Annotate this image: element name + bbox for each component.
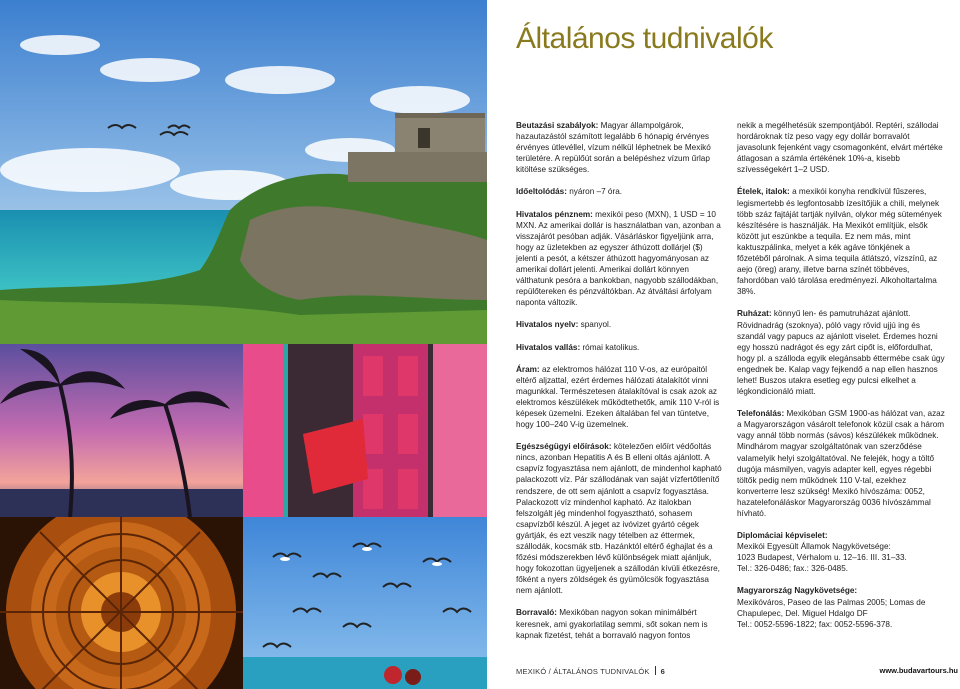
footer-section: MEXIKÓ / ÁLTALÁNOS TUDNIVALÓK [516, 667, 650, 676]
clothing-text: könnyű len- és pamutruházat ajánlott. Rövidnadrág (szoknya), póló vagy rövid ujjú ing és szandál vagy papucs az ajánlott viselet. Érdemes hozni egy hosszú nadrágot és egy zárt cipőt is, előfordulhat, hogy pl. a szálloda egyik elegánsabb éttermébe csak úgy engednek be. Kalap vagy fejkendő a nap ellen hasznos lehet! Buszos utakra esetleg egy pulcsi elkelhet a légkondicionáló miatt. [737, 309, 945, 397]
health-rules [516, 441, 724, 596]
time-difference-label: Időeltolódás: [516, 187, 567, 197]
palm-sunset-photo [0, 344, 243, 517]
colorful-door-photo [243, 344, 487, 517]
tipping-label: Borravaló: [516, 608, 557, 618]
page-title: Általános tudnivalók [516, 22, 773, 55]
text-column-1 [516, 120, 724, 652]
food-drinks-text: a mexikói konyha rendkívül fűszeres, legismertebb és legfontosabb ízesítőjük a chili, melynek több száz fajtáját tartják nyilván, olykor még sütemények készítésére is használják. Ha Mexikót említjük, elsők között jut eszünkbe a tequila. Ez nem más, mint kaktuszpálinka, melyet a kék agáve tönkjének a főzetéből párolnak. A sima tequila átlátszó, vízszínű, az aejo (öreg) arany, illetve barna színét többéves, fahordóban való tárolása eredményezi. Alkoholtartalma 38%. [737, 187, 942, 297]
official-language-text: spanyol. [580, 320, 612, 330]
food-drinks [737, 186, 945, 297]
clothing-label: Ruházat: [737, 309, 772, 319]
tipping-text: Mexikóban nagyon sokan minimálbért keresnek, ami gyakorlatilag semmi, sőt sokan nem is kapnak fizetést, tehát a borravaló nagyon fontos [516, 608, 708, 640]
tipping [516, 607, 724, 640]
official-religion [516, 342, 724, 353]
clothing [737, 308, 945, 397]
time-difference [516, 186, 724, 197]
entry-rules-text: Magyar állampolgárok, hazautazástól számított legalább 6 hónapig érvényes érvényes útlevéllel, vízum nélkül léphetnek be Mexikó területére. A repülőút során a belépéshez vízum űrlap kitöltése szükséges. [516, 121, 711, 175]
diplomatic-line-1: Mexikói Egyesült Államok Nagykövetsége: [737, 542, 891, 552]
diplomatic-line-2: 1023 Budapest, Vérhalom u. 12–16. III. 31–33. [737, 553, 907, 563]
telephone-text: Mexikóban GSM 1900-as hálózat van, azaz a Magyarországon vásárolt telefonok közül csak a három vagy annál több normás (sávos) készülékek működnek. Mindhárom magyar szolgáltatónak van szerződése valamelyik helyi szolgáltatóval. Ne felejék, hogy a töltő dugója másmilyen, vagyis adapter kell, egyes régebbi töltők pedig nem működnek 110 V-tal, ezekhez konverterre lesz szükség! Mexikó hívószáma: 0052, hazatelefonáláskor Magyarország 0036 hívószámmal hívható. [737, 409, 945, 518]
mayan-ruin-photo [0, 0, 487, 344]
hungarian-embassy-heading: Magyarország Nagykövetsége: [737, 586, 858, 596]
hungarian-embassy-line-1: Mexikóváros, Paseo de las Palmas 2005; Lomas de Chapulepec, Del. Miguel Hdalgo DF [737, 597, 926, 618]
hungarian-embassy-line-2: Tel.: 0052-5596-1822; fax: 0052-5596-378. [737, 619, 893, 629]
official-language [516, 319, 724, 330]
currency [516, 209, 724, 309]
food-drinks-label: Ételek, italok: [737, 187, 790, 197]
health-rules-text: kötelezően előírt védőoltás nincs, azonban Hepatitis A és B elleni oltás ajánlott. A csapvíz fogyasztása nem ajánlott, de mindenhol kapható palackozott víz. Pár szállodának van saját vízfertőtlenítő rendszere, de ott sem ajánlott a csapvíz fogyasztása. Palackozott víz mindenhol kapható. Az italokban felszolgált jég mindenhol fogyasztható, sohasem csapvízből készül. A jeget az ivóvizet gyártó cégek gyártják, és ezt veszik nagy tételben az éttermek, szállodák, kocsmák stb. Hazánktól eltérő éghajlat és a főzési módszerekben lévő különbségek miatt ajánljuk, hogy fokozottan ügyeljenek a szállodán kívüli étkezésre, főként a nyers zöldségek és gyümölcsök fogyasztása nem ajánlott. [516, 442, 722, 596]
electricity-text: az elektromos hálózat 110 V-os, az európaitól eltérő aljzattal, ezért érdemes hálózati átalakítót vinni magunkkal. Természetesen átalakítóval is csak azok az elektromos készülékek működtethetők, amik 110 V-ról is képesek üzemelni. Ezeken általában fel van tüntetve, hogy 100–240 V-ig üzemelnek. [516, 364, 720, 430]
hungarian-embassy [737, 585, 945, 629]
time-difference-text: nyáron –7 óra. [569, 187, 623, 197]
page-number: 6 [660, 667, 665, 676]
currency-label: Hivatalos pénznem: [516, 209, 593, 219]
text-column-2 [737, 120, 945, 641]
entry-rules-label: Beutazási szabályok: [516, 121, 599, 130]
tipping-continued: nekik a megélhetésük szempontjából. Reptéri, szállodai hordároknak tíz peso vagy egy dollár borravalót javasolunk fejenként vagy csomagonként, elvárt mértéke átlagosan a számla értékének 10%-a, kisebb szívességekért 1–2 USD. [737, 121, 943, 175]
electricity [516, 364, 724, 431]
telephone-label: Telefonálás: [737, 409, 785, 419]
diplomatic-representation [737, 530, 945, 574]
footer-divider [655, 666, 656, 675]
official-language-label: Hivatalos nyelv: [516, 320, 579, 330]
electricity-label: Áram: [516, 364, 540, 374]
official-religion-text: római katolikus. [582, 342, 640, 352]
health-rules-label: Egészségügyi előírások: [516, 442, 612, 452]
info-page [487, 0, 960, 689]
official-religion-label: Hivatalos vallás: [516, 342, 581, 352]
telephone [737, 408, 945, 519]
seagulls-photo [243, 517, 487, 689]
diplomatic-heading: Diplomáciai képviselet: [737, 531, 828, 541]
website-link[interactable]: www.budavartours.hu [879, 666, 958, 675]
entry-rules [516, 120, 724, 175]
aztec-calendar-photo [0, 517, 243, 689]
diplomatic-line-3: Tel.: 326-0486; fax.: 326-0485. [737, 564, 849, 574]
running-footer [516, 666, 665, 676]
currency-text: mexikói peso (MXN), 1 USD = 10 MXN. Az amerikai dollár is használatban van, azonban a visszajárót pesóban adják. Vásárláskor figyeljünk arra, hogy az üzletekben az egyszer áthúzott dollárjel ($) jelenti a pesót, a kétszer áthúzott hagyományosan az amerikai dollárt jelenti. Amerikai dollárt könnyen válthatunk pesóra a bankokban, nagyobb szállodákban, repülőtereken és pénzváltókban. Az átváltási árfolyam naponta változik. [516, 209, 721, 308]
